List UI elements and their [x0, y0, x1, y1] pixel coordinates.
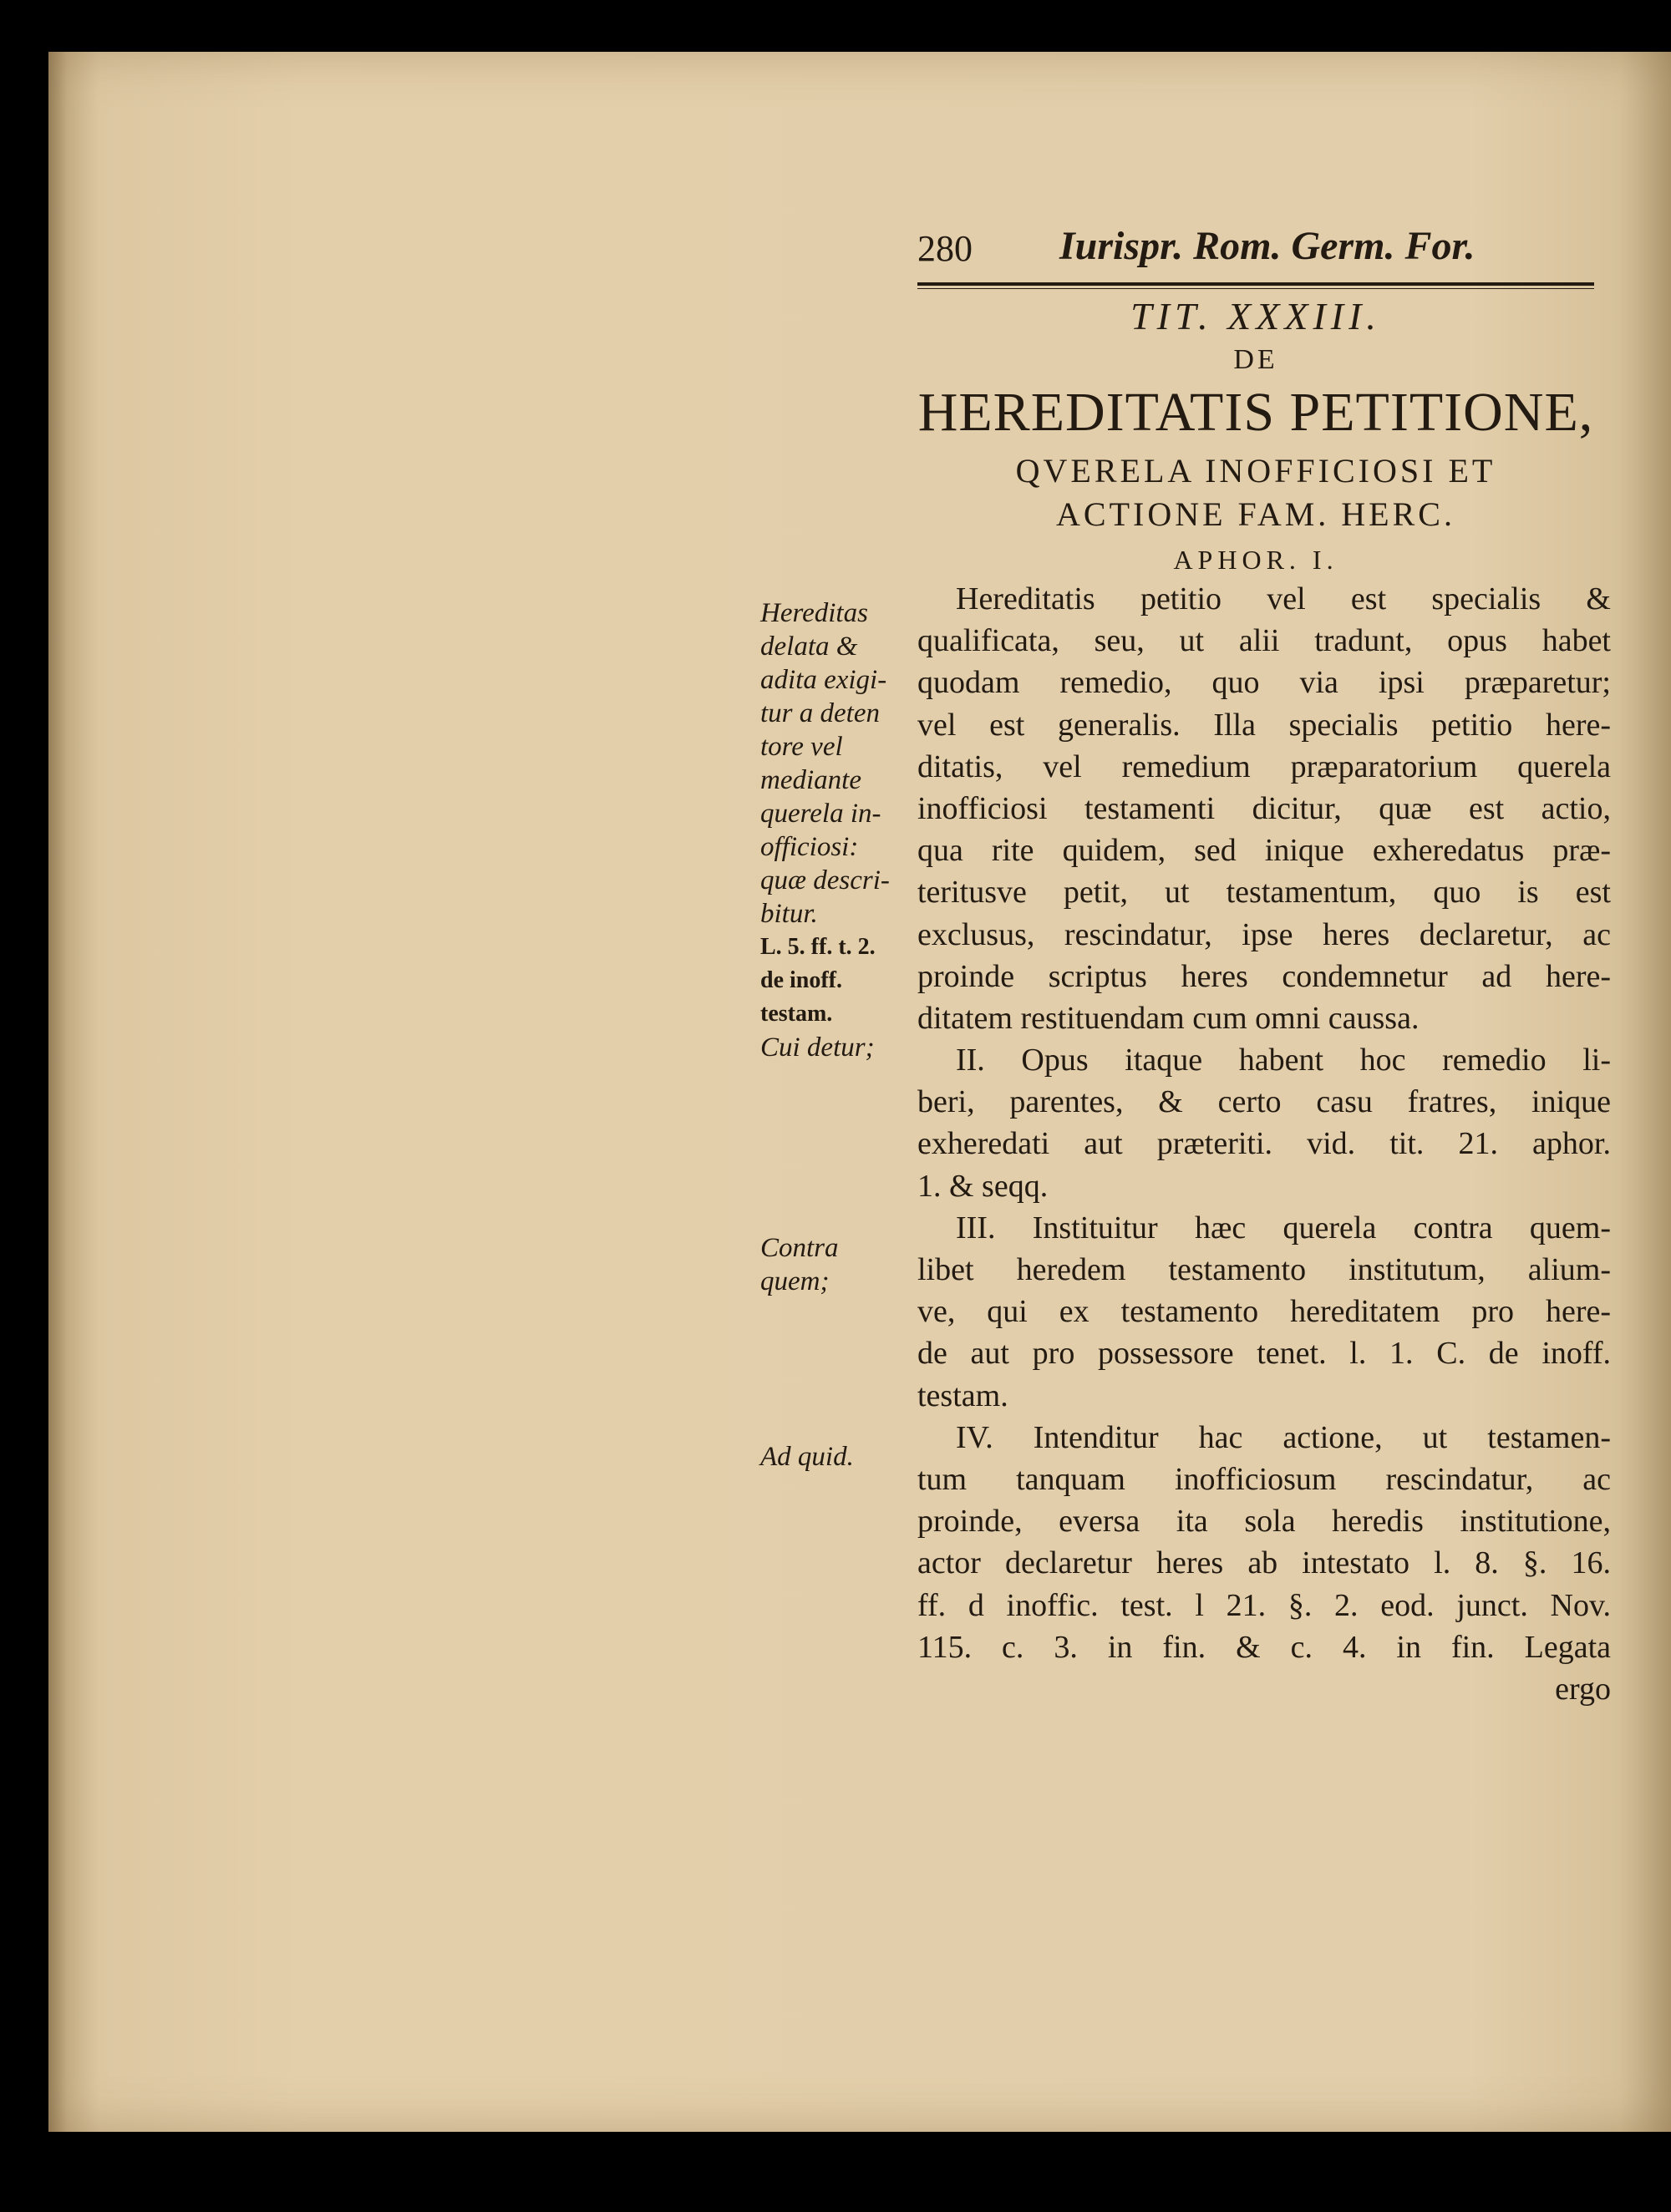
header-rule-thin	[917, 288, 1594, 289]
text-line: Hereditatis petitio vel est specialis &	[956, 581, 1611, 616]
text-line: ve, qui ex testamento hereditatem pro here-	[917, 1294, 1611, 1330]
text-line: tum tanquam inofficiosum rescindatur, ac	[917, 1461, 1611, 1497]
running-head: Iurispr. Rom. Germ. For.	[1059, 224, 1475, 268]
page-number: 280	[917, 228, 973, 269]
text-line: IV. Intenditur hac actione, ut testamen-	[956, 1419, 1611, 1455]
text-line: qua rite quidem, sed inique exheredatus præ-	[917, 833, 1611, 869]
text-line: ff. d inoffic. test. l 21. §. 2. eod. junct. Nov.	[917, 1587, 1611, 1623]
text-line: 115. c. 3. in fin. & c. 4. in fin. Legata	[917, 1629, 1611, 1665]
margin-reference: testam.	[760, 1001, 833, 1027]
text-line: libet heredem testamento institutum, alium-	[917, 1252, 1611, 1287]
margin-note-ad-quid	[760, 1440, 927, 1474]
text-line: II. Opus itaque habent hoc remedio li-	[956, 1043, 1611, 1078]
aphorism-heading: APHOR. I.	[1173, 545, 1338, 575]
margin-line: tur a deten	[760, 698, 880, 728]
margin-line: Contra	[760, 1233, 839, 1263]
header-rule	[917, 282, 1594, 286]
text-line: actor declaretur heres ab intestato l. 8. §. 16.	[917, 1545, 1611, 1581]
text-line: teritusve petit, ut testamentum, quo is est	[917, 875, 1611, 911]
paragraph-2	[917, 1039, 1611, 1207]
text-line: exclusus, rescindatur, ipse heres declaretur, ac	[917, 916, 1611, 952]
margin-line: Ad quid.	[760, 1442, 854, 1472]
margin-note-contra-quem	[760, 1231, 927, 1298]
margin-line: delata &	[760, 632, 858, 662]
text-line: proinde scriptus heres condemnetur ad here-	[917, 958, 1611, 994]
text-line: III. Instituitur hæc querela contra quem-	[956, 1210, 1611, 1246]
text-line: ditatis, vel remedium præparatorium querela	[917, 748, 1611, 784]
margin-reference: de inoff.	[760, 967, 842, 993]
margin-line: querela in-	[760, 799, 881, 829]
title-number: TIT. XXXIII.	[1130, 295, 1381, 337]
title-line-1: HEREDITATIS PETITIONE,	[917, 382, 1594, 443]
text-line: quodam remedio, quo via ipsi præparetur;	[917, 665, 1611, 701]
margin-note-hereditas	[760, 596, 927, 1064]
margin-line: bitur.	[760, 899, 818, 929]
margin-line-cui-detur: Cui detur;	[760, 1032, 875, 1063]
text-line: exheredati aut præteriti. vid. tit. 21. aphor.	[917, 1126, 1611, 1162]
text-line: testam.	[917, 1377, 1008, 1413]
paragraph-3	[917, 1207, 1611, 1417]
text-line: proinde, eversa ita sola heredis institutione,	[917, 1504, 1611, 1540]
margin-line: quem;	[760, 1266, 830, 1296]
text-line: de aut pro possessore tenet. l. 1. C. de inoff.	[917, 1336, 1611, 1372]
margin-line: adita exigi-	[760, 665, 887, 695]
text-line: 1. & seqq.	[917, 1168, 1049, 1204]
main-text	[917, 578, 1611, 1710]
paragraph-4	[917, 1417, 1611, 1668]
margin-line: mediante	[760, 765, 861, 795]
paragraph-1	[917, 578, 1611, 1039]
text-line: ditatem restituendam cum omni caussa.	[917, 1000, 1420, 1036]
margin-line: tore vel	[760, 732, 843, 762]
title-line-3: ACTIONE FAM. HERC.	[1056, 495, 1455, 533]
margin-line: officiosi:	[760, 832, 859, 862]
text-line: vel est generalis. Illa specialis petitio here-	[917, 707, 1611, 743]
text-line: qualificata, seu, ut alii tradunt, opus habet	[917, 623, 1611, 659]
catchword: ergo	[1555, 1671, 1611, 1707]
margin-line: Hereditas	[760, 598, 868, 628]
book-page	[48, 52, 1671, 2132]
text-line: beri, parentes, & certo casu fratres, inique	[917, 1084, 1611, 1120]
margin-line: quæ descri-	[760, 865, 890, 895]
margin-reference: L. 5. ff. t. 2.	[760, 934, 876, 960]
title-line-2: QVERELA INOFFICIOSI ET	[1015, 452, 1496, 490]
title-de: DE	[1233, 344, 1278, 375]
text-line: inofficiosi testamenti dicitur, quæ est actio,	[917, 790, 1611, 826]
